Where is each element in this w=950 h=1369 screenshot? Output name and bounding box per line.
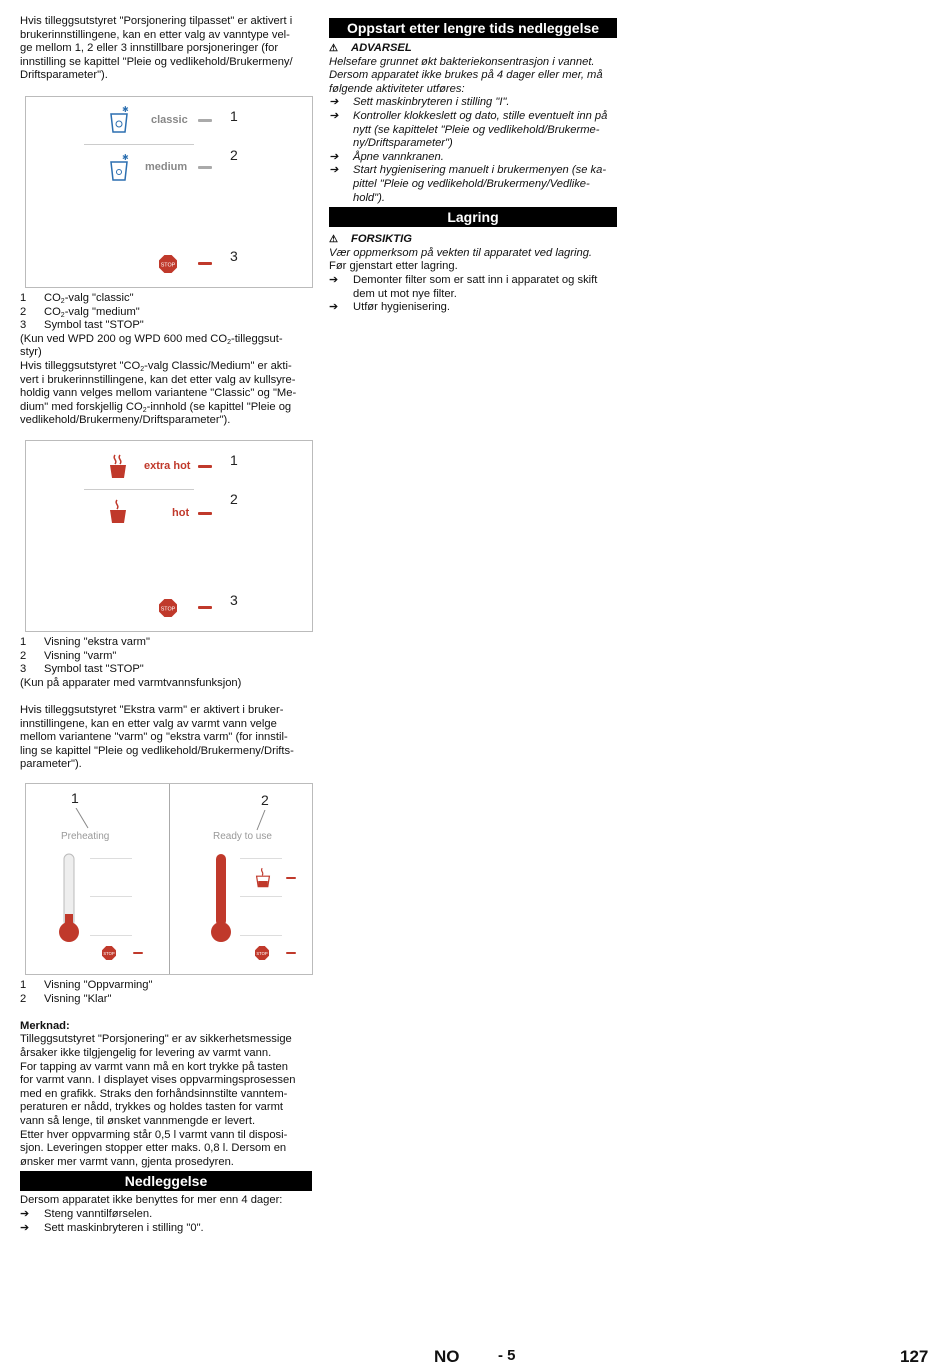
hot-paragraph-line: parameter"). xyxy=(20,758,82,771)
warning-title: ⚠ ADVARSEL xyxy=(329,42,412,54)
legend-number: 2 xyxy=(20,649,27,662)
note-line: sjon. Leveringen stopper etter maks. 0,8 l. Dersom en xyxy=(20,1142,287,1155)
step-item-line: Utfør hygienisering. xyxy=(353,301,450,314)
arrow-icon: ➔ xyxy=(20,1221,30,1234)
note-line: Tilleggsutstyret "Porsjonering" er av sikkerhetsmessige xyxy=(20,1033,292,1046)
co2-paragraph-line: holdig vann velges mellom variantene "Classic" og "Me- xyxy=(20,387,297,400)
note-line: vann så lenge, til ønsket vannmengde er levert. xyxy=(20,1114,256,1127)
wpd-note: (Kun ved WPD 200 og WPD 600 med $CO_2-tilleggsut-$ xyxy=(20,332,283,346)
glass-snowflake-icon xyxy=(108,105,130,133)
thermometer-cold-icon xyxy=(58,852,80,944)
note-line: Etter hver oppvarming står 0,5 l varmt vann til disposi- xyxy=(20,1128,288,1141)
co2-paragraph-line: vedlikehold/Brukermeny/Driftsparameter"). xyxy=(20,414,231,427)
hot-legend-block xyxy=(20,636,312,772)
dash-1 xyxy=(198,119,212,122)
section-header-lagring: Lagring xyxy=(329,207,617,227)
note-line: peraturen er nådd, trykkes og holdes tasten for varmt xyxy=(20,1101,284,1114)
figure-hot-options xyxy=(25,440,313,632)
medium-label: medium xyxy=(145,161,188,173)
step-item xyxy=(329,96,617,110)
arrow-icon: ➔ xyxy=(329,96,339,109)
co2-paragraph-line: vert i brukerinnstillingene, kan det etter valg av kullsyre- xyxy=(20,373,296,386)
legend-text xyxy=(44,319,144,333)
dash xyxy=(286,877,296,879)
intro-line: ge mellom 1, 2 eller 3 innstillbare porsjoneringer (for xyxy=(20,42,279,55)
classic-label: classic xyxy=(151,114,188,126)
footer-page-small: - 5 xyxy=(498,1347,516,1364)
callout-2: 2 xyxy=(230,147,238,163)
step-item-text: Sett maskinbryteren i stilling "0". xyxy=(44,1221,204,1234)
scale-line xyxy=(90,896,132,897)
note-line: årsaker ikke tilgjengelig for levering av varmt vann. xyxy=(20,1046,272,1059)
hot-paragraph-line: innstillingene, kan en etter valg av varmt vann velge xyxy=(20,717,277,730)
intro-line: brukerinnstillingene, kan en etter valg av vanntype vel- xyxy=(20,28,290,41)
dash-2 xyxy=(198,512,212,515)
legend-text-a: Symbol tast "STOP" xyxy=(44,319,144,332)
callout-3: 3 xyxy=(230,248,238,264)
left-column xyxy=(20,15,310,83)
step-item xyxy=(329,164,617,205)
legend-number: 2 xyxy=(20,305,27,318)
step-item-line: Demonter filter som er satt inn i apparatet og skift xyxy=(353,273,598,286)
stop-icon xyxy=(159,599,177,617)
step-item xyxy=(329,151,617,165)
callout-leader xyxy=(66,808,96,830)
arrow-icon: ➔ xyxy=(329,150,339,163)
dash xyxy=(286,952,296,954)
callout-1: 1 xyxy=(71,790,79,806)
svg-text:✱: ✱ xyxy=(122,153,129,162)
caution-line-2: Før gjenstart etter lagring. xyxy=(329,260,458,273)
legend-text-b: -valg "medium" xyxy=(64,305,140,318)
subscript: 2 xyxy=(60,311,65,319)
figure-co2-options xyxy=(25,96,313,288)
dash-2 xyxy=(198,166,212,169)
co2-legend-block xyxy=(20,292,312,428)
svg-text:STOP: STOP xyxy=(160,262,176,269)
dash xyxy=(133,952,143,954)
legend-text xyxy=(44,292,134,306)
right-column xyxy=(329,18,617,315)
footer-language: NO xyxy=(434,1347,460,1366)
hot-glass-icon xyxy=(108,453,128,479)
warning-line: følgende aktiviteter utføres: xyxy=(329,82,465,95)
intro-line: innstilling se kapittel "Pleie og vedlikehold/Brukermeny/ xyxy=(20,55,293,68)
legend-number: 3 xyxy=(20,319,27,332)
callout-1: 1 xyxy=(230,452,238,468)
scale-line xyxy=(90,935,132,936)
step-item-line: Sett maskinbryteren i stilling "I". xyxy=(353,96,510,109)
note-line: ønsker mer varmt vann, gjenta prosedyren. xyxy=(20,1155,234,1168)
caution-title: ⚠ FORSIKTIG xyxy=(329,233,412,246)
scale-line xyxy=(90,858,132,859)
note-title: Merknad: xyxy=(20,1019,70,1032)
step-item xyxy=(20,1222,312,1236)
legend-number: 1 xyxy=(20,636,27,648)
hot-glass-icon xyxy=(255,866,271,888)
legend-text-b: -valg "classic" xyxy=(64,292,134,304)
ready-label: Ready to use xyxy=(213,831,272,842)
step-item-text xyxy=(353,301,450,315)
hot-note: (Kun på apparater med varmtvannsfunksjon) xyxy=(20,676,242,689)
legend-item xyxy=(20,306,312,320)
legend-text: Visning "Oppvarming" xyxy=(44,979,153,991)
legend-text xyxy=(44,306,140,320)
warning-icon: ⚠ xyxy=(329,234,338,246)
hot-glass-icon xyxy=(108,498,128,524)
step-item-text xyxy=(353,274,597,301)
scale-line xyxy=(240,896,282,897)
footer-page-number: 127 xyxy=(900,1347,929,1366)
legend-item xyxy=(20,319,312,333)
arrow-icon: ➔ xyxy=(329,109,339,122)
legend-text: Visning "ekstra varm" xyxy=(44,636,150,648)
note-line: for varmt vann. I displayet vises oppvarmingsprosessen xyxy=(20,1074,296,1087)
section-header-nedleggelse: Nedleggelse xyxy=(20,1171,312,1191)
stop-icon xyxy=(159,255,177,273)
step-item-line: hold"). xyxy=(353,191,385,204)
svg-text:STOP: STOP xyxy=(103,951,115,957)
legend-text-a: CO xyxy=(44,292,61,304)
legend-number: 2 xyxy=(20,992,27,1005)
intro-paragraph xyxy=(20,15,310,83)
arrow-icon: ➔ xyxy=(329,301,339,314)
divider xyxy=(84,489,194,490)
extra-hot-label: extra hot xyxy=(144,460,191,472)
legend-text-a: CO xyxy=(44,305,61,318)
scale-line xyxy=(240,935,282,936)
callout-3: 3 xyxy=(230,592,238,608)
step-item-text xyxy=(353,110,607,151)
stop-icon xyxy=(102,946,116,960)
legend-text: Visning "Klar" xyxy=(44,992,112,1005)
legend-item xyxy=(20,292,312,306)
step-item-text xyxy=(353,151,444,165)
svg-text:STOP: STOP xyxy=(160,606,176,613)
preheating-label: Preheating xyxy=(61,831,110,842)
scale-line xyxy=(240,858,282,859)
note-line: For tapping av varmt vann må en kort trykke på tasten xyxy=(20,1060,289,1073)
dash-3 xyxy=(198,606,212,609)
step-item xyxy=(20,1208,312,1222)
panel-divider xyxy=(169,784,170,974)
callout-2: 2 xyxy=(230,491,238,507)
intro-line: Hvis tilleggsutstyret "Porsjonering tilpasset" er aktivert i xyxy=(20,15,293,27)
figure-preheating xyxy=(25,783,313,975)
section-header-oppstart: Oppstart etter lengre tids nedleggelse xyxy=(329,18,617,38)
callout-leader xyxy=(251,810,281,832)
co2-paragraph-line: Hvis tilleggsutstyret "$CO_2$-valg Classic/Medium" er akti- xyxy=(20,359,292,373)
legend-item xyxy=(20,650,312,664)
step-item-line: Åpne vannkranen. xyxy=(353,150,444,163)
dash-3 xyxy=(198,262,212,265)
note-line: med en grafikk. Straks den forhåndsinnstilte vanntem- xyxy=(20,1087,288,1100)
step-item-line: Kontroller klokkeslett og dato, stille eventuelt inn på xyxy=(353,109,608,122)
dash-1 xyxy=(198,465,212,468)
arrow-icon: ➔ xyxy=(329,164,339,177)
step-item-text xyxy=(353,164,606,205)
step-item-line: ny/Driftsparameter") xyxy=(353,137,453,150)
svg-text:STOP: STOP xyxy=(256,951,268,957)
step-item xyxy=(329,110,617,151)
step-item-text: Steng vanntilførselen. xyxy=(44,1207,153,1220)
legend-text: Symbol tast "STOP" xyxy=(44,663,144,676)
preheat-legend-block xyxy=(20,979,312,1235)
legend-number: 1 xyxy=(20,979,27,991)
legend-item xyxy=(20,636,312,650)
warning-line: Dersom apparatet ikke brukes på 4 dager eller mer, må xyxy=(329,69,603,82)
warning-icon: ⚠ xyxy=(329,43,338,54)
step-item-text xyxy=(353,96,510,110)
subscript: 2 xyxy=(60,298,65,305)
legend-item xyxy=(20,979,312,993)
step-item xyxy=(329,301,617,315)
step-item-line: dem ut mot nye filter. xyxy=(353,287,457,300)
hot-paragraph-line: mellom variantene "varm" og "ekstra varm" (for innstil- xyxy=(20,731,288,744)
co2-paragraph-line: dium" med forskjellig $CO_2$-innhold (se kapittel "Pleie og xyxy=(20,400,292,414)
step-item xyxy=(329,274,617,301)
step-item-line: Start hygienisering manuelt i brukermenyen (se ka- xyxy=(353,164,607,177)
legend-number: 1 xyxy=(20,292,27,304)
callout-2: 2 xyxy=(261,792,269,808)
warning-line: Helsefare grunnet økt bakteriekonsentrasjon i vannet. xyxy=(329,55,595,68)
glass-snowflake-icon xyxy=(108,153,130,181)
stop-icon xyxy=(255,946,269,960)
legend-item xyxy=(20,993,312,1007)
legend-number: 3 xyxy=(20,663,27,676)
arrow-icon: ➔ xyxy=(20,1207,30,1220)
legend-item xyxy=(20,663,312,677)
legend-text: Visning "varm" xyxy=(44,649,117,662)
intro-line: Driftsparameter"). xyxy=(20,69,108,82)
svg-text:✱: ✱ xyxy=(122,105,129,114)
caution-line: Vær oppmerksom på vekten til apparatet ved lagring. xyxy=(329,246,593,259)
hot-label: hot xyxy=(172,507,190,519)
wpd-note-cont: styr) xyxy=(20,346,42,359)
arrow-icon: ➔ xyxy=(329,273,339,286)
thermometer-hot-icon xyxy=(210,852,232,944)
callout-1: 1 xyxy=(230,108,238,124)
divider xyxy=(84,144,194,145)
step-item-line: pittel "Pleie og vedlikehold/Brukermeny/Vedlike- xyxy=(353,177,590,190)
step-item-line: nytt (se kapittelet "Pleie og vedlikehold/Brukerme- xyxy=(353,123,600,136)
hot-paragraph-line: Hvis tilleggsutstyret "Ekstra varm" er aktivert i bruker- xyxy=(20,703,284,716)
nedlegg-intro: Dersom apparatet ikke benyttes for mer enn 4 dager: xyxy=(20,1194,283,1207)
hot-paragraph-line: ling se kapittel "Pleie og vedlikehold/Brukermeny/Drifts- xyxy=(20,744,294,757)
